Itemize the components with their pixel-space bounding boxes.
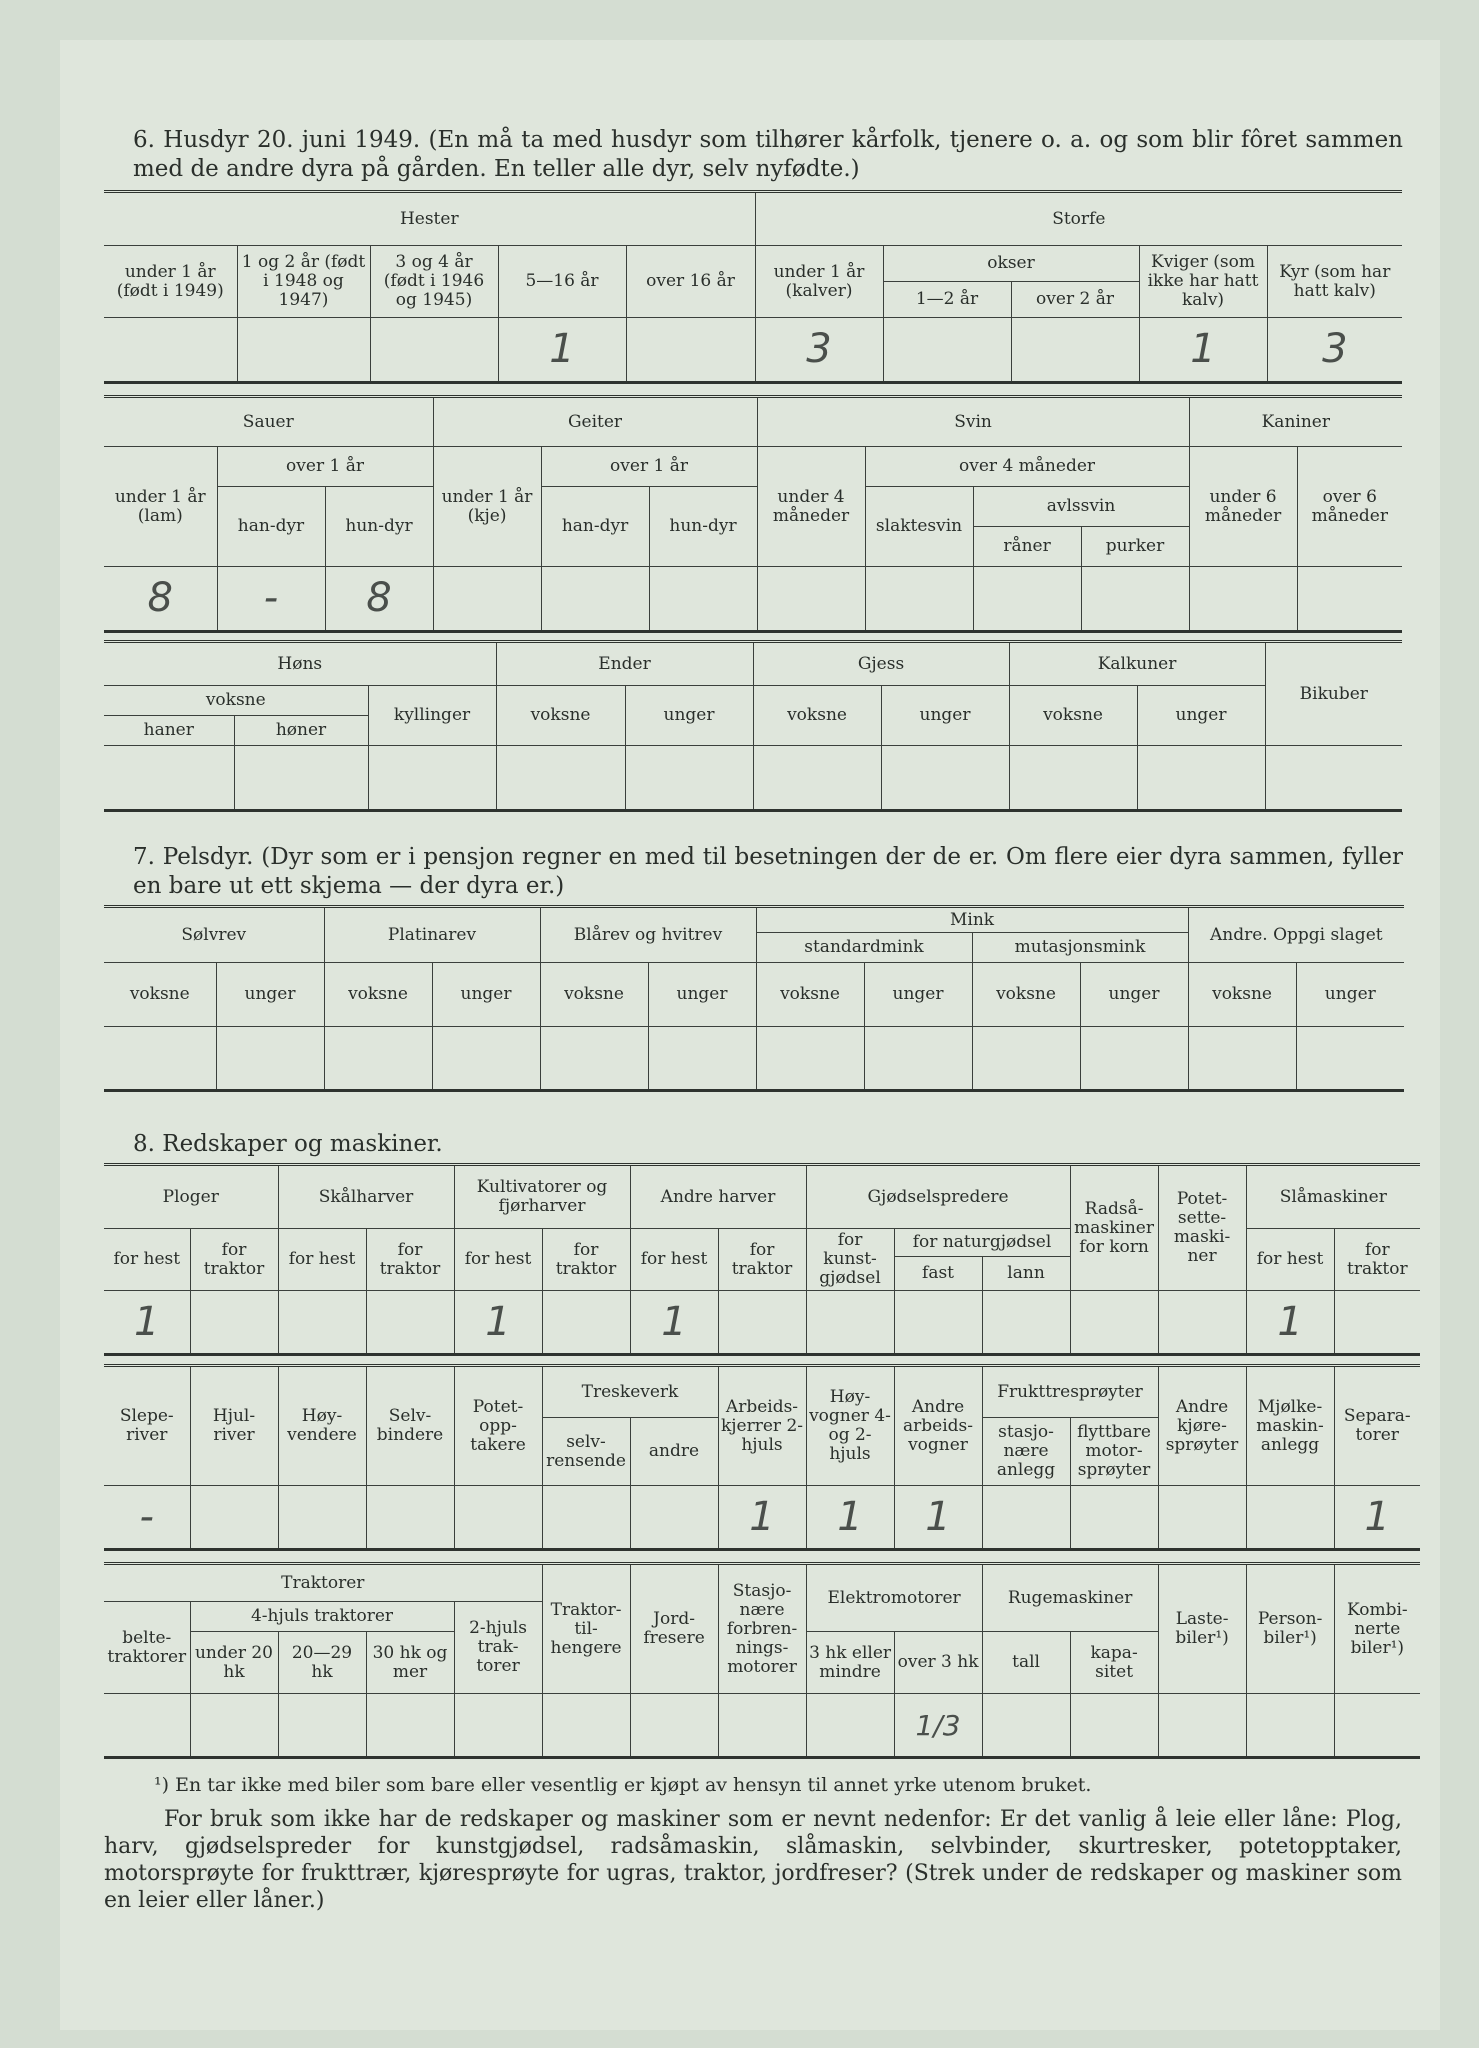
gjodselspredere-header: Gjødselspredere [806,1165,1070,1229]
value-slamaskiner-hest[interactable]: 1 [1246,1291,1334,1355]
value-cell[interactable] [1011,318,1139,383]
value-cell[interactable] [1070,1486,1158,1550]
value-cell[interactable] [278,1486,366,1550]
okser-header: okser [883,246,1139,282]
hoyvogner: Høy-vogner 4- og 2-hjuls [806,1366,894,1486]
traktortilhengere: Traktor-til-hengere [542,1564,630,1694]
value-cell[interactable] [630,1486,718,1550]
value-cell[interactable] [1158,1694,1246,1758]
value-cell[interactable] [190,1291,278,1355]
value-cell[interactable] [1334,1694,1420,1758]
value-cell[interactable] [1297,567,1402,632]
value-cell[interactable] [540,1027,648,1091]
hester-header: Hester [104,192,755,246]
value-cell[interactable] [883,318,1011,383]
hester-3-4: 3 og 4 år (født i 1946 og 1945) [370,246,498,318]
blarev-unger: unger [648,963,756,1027]
treskeverk-selvrensende: selv-rensende [542,1418,630,1486]
value-sau-hundyr[interactable]: 8 [325,567,433,632]
solvrev-header: Sølvrev [104,907,324,963]
geiter-header: Geiter [433,397,757,447]
elektromotor-3hk: 3 hk eller mindre [806,1632,894,1694]
storfe-header: Storfe [755,192,1402,246]
hoyvendere: Høy-vendere [278,1366,366,1486]
value-arbeidskjerrer[interactable]: 1 [718,1486,806,1550]
value-cell[interactable] [1246,1694,1334,1758]
svin-under4: under 4 måneder [757,447,865,567]
value-cell[interactable] [454,1694,542,1758]
kultivatorer-traktor: for traktor [542,1229,630,1291]
arbeidskjerrer: Arbeids-kjerrer 2-hjuls [718,1366,806,1486]
value-hoyvogner[interactable]: 1 [806,1486,894,1550]
redskaper-table-3 [104,1562,1420,1759]
value-cell[interactable] [1081,567,1189,632]
value-cell[interactable] [190,1694,278,1758]
personbiler: Person-biler¹) [1246,1564,1334,1694]
value-andre-harver-hest[interactable]: 1 [630,1291,718,1355]
value-cell[interactable] [216,1027,324,1091]
solvrev-voksne: voksne [104,963,216,1027]
value-cell[interactable] [432,1027,540,1091]
ploger-header: Ploger [104,1165,278,1229]
andre-harver-hest: for hest [630,1229,718,1291]
platinarev-header: Platinarev [324,907,540,963]
rugemaskiner-header: Rugemaskiner [982,1564,1158,1632]
storfe-kalver: under 1 år (kalver) [755,246,883,318]
gjess-voksne: voksne [753,686,881,746]
jordfresere: Jord-fresere [630,1564,718,1694]
value-cell[interactable] [1070,1694,1158,1758]
value-cell[interactable] [1158,1486,1246,1550]
husdyr-hester-storfe-table [104,190,1402,384]
mutasjonsmink: mutasjonsmink [972,933,1188,963]
raner: råner [973,527,1081,567]
andre-voksne: voksne [1188,963,1296,1027]
closing-paragraph: For bruk som ikke har de redskaper og maskiner som er nevnt nedenfor: Er det vanlig å leie eller låne: Plog, harv, gjødselspreder for kunstgjødsel, radsåmaskin, slåmaskin, selvbinder, skurtresker, potetopptaker, motorsprøyte for frukttrær, kjøresprøyte for ugras, traktor, jordfreser? (Strek under de redskaper og maskiner som en leier eller låner.) [104,1807,1402,1913]
geit-kje: under 1 år (kje) [433,447,541,567]
platinarev-voksne: voksne [324,963,432,1027]
value-andre-arbeidsvogner[interactable]: 1 [894,1486,982,1550]
value-cell[interactable] [278,1291,366,1355]
slamaskiner-header: Slåmaskiner [1246,1165,1420,1229]
andre-harver-traktor: for traktor [718,1229,806,1291]
value-cell[interactable] [982,1694,1070,1758]
radsaamaskiner: Radså-maskiner for korn [1070,1165,1158,1291]
separatorer: Separa-torer [1334,1366,1420,1486]
mink-header: Mink [756,907,1188,933]
ender-header: Ender [496,642,753,686]
mutasjonsmink-unger: unger [1080,963,1188,1027]
value-cell[interactable] [630,1694,718,1758]
value-cell[interactable] [973,567,1081,632]
value-cell[interactable] [542,1694,630,1758]
kaniner-over6: over 6 måneder [1297,447,1402,567]
hester-5-16: 5—16 år [498,246,626,318]
value-cell[interactable] [1334,1291,1420,1355]
standardmink-unger: unger [864,963,972,1027]
potetopptakere: Potet-opp-takere [454,1366,542,1486]
tohjuls-traktorer: 2-hjuls trak-torer [454,1602,542,1694]
kalkuner-unger: unger [1137,686,1265,746]
skalharver-traktor: for traktor [366,1229,454,1291]
haner: haner [104,716,234,746]
honer: høner [234,716,368,746]
value-cell[interactable] [1080,1027,1188,1091]
geit-handyr: han-dyr [541,487,649,567]
hons-voksne: voksne [104,686,368,716]
kalkuner-voksne: voksne [1009,686,1137,746]
value-cell[interactable] [894,1291,982,1355]
value-cell[interactable] [649,567,757,632]
kyllinger: kyllinger [368,686,496,746]
section-8-title: 8. Redskaper og maskiner. [133,1131,443,1157]
value-cell[interactable] [806,1291,894,1355]
section-7-title: 7. Pelsdyr. (Dyr som er i pensjon regner en med til besetningen der de er. Om flere eier dyra sammen, fyller en bare ut ett skjema — der dyra er.) [133,844,1403,899]
section-6-title: 6. Husdyr 20. juni 1949. (En må ta med husdyr som tilhører kårfolk, tjenere o. a. og som blir fôret sammen med de andre dyra på gården. En teller alle dyr, selv nyfødte.) [133,127,1403,182]
hester-under1: under 1 år (født i 1949) [104,246,237,318]
value-cell[interactable] [625,746,753,811]
svin-header: Svin [757,397,1189,447]
value-cell[interactable] [1189,567,1297,632]
potetsettemaskiner: Potet-sette-maski-ner [1158,1165,1246,1291]
value-cell[interactable] [542,1486,630,1550]
gjodsel-natur: for naturgjødsel [894,1229,1070,1257]
value-cell[interactable] [626,318,755,383]
kalkuner-header: Kalkuner [1009,642,1265,686]
andre-pelsdyr-header: Andre. Oppgi slaget [1188,907,1404,963]
value-separatorer[interactable]: 1 [1334,1486,1420,1550]
skalharver-hest: for hest [278,1229,366,1291]
standardmink-voksne: voksne [756,963,864,1027]
value-cell[interactable] [237,318,370,383]
okser-1-2: 1—2 år [883,282,1011,318]
redskaper-table-1 [104,1163,1420,1356]
gjodsel-fast: fast [894,1257,982,1291]
husdyr-fjorfe-table [104,640,1402,812]
ender-unger: unger [625,686,753,746]
bikuber-header: Bikuber [1265,642,1402,746]
stasjonaere-forbrenningsmotorer: Stasjo-nære forbren-nings-motorer [718,1564,806,1694]
traktorer-header: Traktorer [104,1564,542,1602]
firehjuls-traktorer: 4-hjuls traktorer [190,1602,454,1632]
hons-header: Høns [104,642,496,686]
value-cell[interactable] [648,1027,756,1091]
ender-voksne: voksne [496,686,625,746]
slamaskiner-traktor: for traktor [1334,1229,1420,1291]
value-cell[interactable] [366,1486,454,1550]
elektromotorer-header: Elektromotorer [806,1564,982,1632]
redskaper-table-2 [104,1364,1420,1551]
hester-1-2: 1 og 2 år (født i 1948 og 1947) [237,246,370,318]
value-cell[interactable] [718,1291,806,1355]
value-cell[interactable] [806,1694,894,1758]
value-cell[interactable] [104,1694,190,1758]
sau-over1: over 1 år [217,447,433,487]
gjess-unger: unger [881,686,1009,746]
sau-handyr: han-dyr [217,487,325,567]
pelsdyr-table [104,905,1404,1092]
value-kviger[interactable]: 1 [1139,318,1267,383]
value-cell[interactable] [1158,1291,1246,1355]
value-cell[interactable] [366,1291,454,1355]
value-cell[interactable] [982,1486,1070,1550]
okser-over2: over 2 år [1011,282,1139,318]
frukt-stasjonaere: stasjo-nære anlegg [982,1418,1070,1486]
andre-unger: unger [1296,963,1404,1027]
value-cell[interactable] [324,1027,432,1091]
rugemaskiner-tall: tall [982,1632,1070,1694]
hjulriver: Hjul-river [190,1366,278,1486]
kaniner-header: Kaniner [1189,397,1402,447]
value-cell[interactable] [366,1694,454,1758]
value-cell[interactable] [865,567,973,632]
traktor-30: 30 hk og mer [366,1632,454,1694]
slaktesvin: slaktesvin [865,487,973,567]
svin-over4: over 4 måneder [865,447,1189,487]
value-cell[interactable] [454,1486,542,1550]
value-cell[interactable] [1246,1486,1334,1550]
geit-over1: over 1 år [541,447,757,487]
sau-hundyr: hun-dyr [325,487,433,567]
treskeverk-header: Treskeverk [542,1366,718,1418]
value-lam[interactable]: 8 [104,567,217,632]
value-cell[interactable] [982,1291,1070,1355]
value-sau-handyr[interactable]: - [217,567,325,632]
value-sleperiver[interactable]: - [104,1486,190,1550]
value-cell[interactable] [864,1027,972,1091]
mutasjonsmink-voksne: voksne [972,963,1080,1027]
purker: purker [1081,527,1189,567]
andre-kjoresproyter: Andre kjøre-sprøyter [1158,1366,1246,1486]
value-cell[interactable] [541,567,649,632]
frukttresproyter-header: Frukttresprøyter [982,1366,1158,1418]
value-cell[interactable] [368,746,496,811]
value-cell[interactable] [753,746,881,811]
value-cell[interactable] [1070,1291,1158,1355]
hester-over16: over 16 år [626,246,755,318]
value-cell[interactable] [496,746,625,811]
avlssvin: avlssvin [973,487,1189,527]
value-cell[interactable] [1009,746,1137,811]
value-cell[interactable] [1296,1027,1404,1091]
value-cell[interactable] [1137,746,1265,811]
value-cell[interactable] [718,1694,806,1758]
blarev-voksne: voksne [540,963,648,1027]
value-cell[interactable] [1265,746,1402,811]
sau-lam: under 1 år (lam) [104,447,217,567]
andre-harver-header: Andre harver [630,1165,806,1229]
gjodsel-kunst: for kunst-gjødsel [806,1229,894,1291]
lastebiler: Laste-biler¹) [1158,1564,1246,1694]
value-ploger-hest[interactable]: 1 [104,1291,190,1355]
value-cell[interactable] [1188,1027,1296,1091]
value-hester-5-16[interactable]: 1 [498,318,626,383]
rugemaskiner-kapasitet: kapa-sitet [1070,1632,1158,1694]
value-cell[interactable] [278,1694,366,1758]
kombinerte-biler: Kombi-nerte biler¹) [1334,1564,1420,1694]
gjess-header: Gjess [753,642,1009,686]
kultivatorer-header: Kultivatorer og fjørharver [454,1165,630,1229]
value-cell[interactable] [104,746,234,811]
value-kyr[interactable]: 3 [1267,318,1402,383]
ploger-hest: for hest [104,1229,190,1291]
blarev-header: Blårev og hvitrev [540,907,756,963]
value-cell[interactable] [104,318,237,383]
value-elektromotor-over3[interactable]: 1/3 [894,1694,982,1758]
platinarev-unger: unger [432,963,540,1027]
treskeverk-andre: andre [630,1418,718,1486]
beltetraktorer: belte-traktorer [104,1602,190,1694]
ploger-traktor: for traktor [190,1229,278,1291]
slamaskiner-hest: for hest [1246,1229,1334,1291]
value-kultivatorer-hest[interactable]: 1 [454,1291,542,1355]
value-cell[interactable] [972,1027,1080,1091]
husdyr-sau-geit-svin-table [104,395,1402,633]
value-cell[interactable] [370,318,498,383]
value-kalver[interactable]: 3 [755,318,883,383]
andre-arbeidsvogner: Andre arbeids-vogner [894,1366,982,1486]
value-cell[interactable] [433,567,541,632]
frukt-flyttbare: flyttbare motor-sprøyter [1070,1418,1158,1486]
sauer-header: Sauer [104,397,433,447]
value-cell[interactable] [234,746,368,811]
kviger-header: Kviger (som ikke har hatt kalv) [1139,246,1267,318]
value-cell[interactable] [881,746,1009,811]
geit-hundyr: hun-dyr [649,487,757,567]
kyr-header: Kyr (som har hatt kalv) [1267,246,1402,318]
traktor-under20: under 20 hk [190,1632,278,1694]
elektromotor-over3: over 3 hk [894,1632,982,1694]
solvrev-unger: unger [216,963,324,1027]
footnote: ¹) En tar ikke med biler som bare eller vesentlig er kjøpt av hensyn til annet yrke utenom bruket. [154,1774,1092,1796]
selvbindere: Selv-bindere [366,1366,454,1486]
mjolkemaskinanlegg: Mjølke-maskin-anlegg [1246,1366,1334,1486]
kultivatorer-hest: for hest [454,1229,542,1291]
value-cell[interactable] [542,1291,630,1355]
value-cell[interactable] [190,1486,278,1550]
traktor-20-29: 20—29 hk [278,1632,366,1694]
skalharver-header: Skålharver [278,1165,454,1229]
value-cell[interactable] [756,1027,864,1091]
kaniner-under6: under 6 måneder [1189,447,1297,567]
standardmink: standardmink [756,933,972,963]
value-cell[interactable] [757,567,865,632]
gjodsel-lann: lann [982,1257,1070,1291]
sleperiver: Slepe-river [104,1366,190,1486]
value-cell[interactable] [104,1027,216,1091]
